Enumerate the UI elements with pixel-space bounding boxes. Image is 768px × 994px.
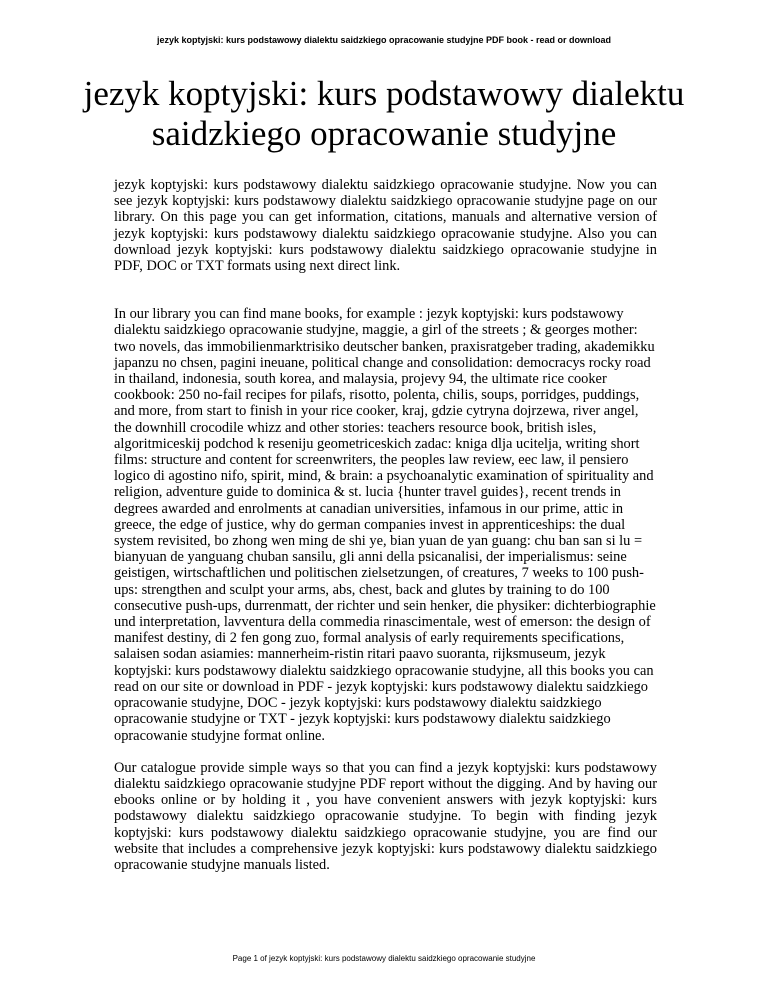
page-footer: Page 1 of jezyk koptyjski: kurs podstawowy dialektu saidzkiego opracowanie studyjne <box>232 954 536 963</box>
intro-paragraph: jezyk koptyjski: kurs podstawowy dialektu saidzkiego opracowanie studyjne. Now you can see jezyk koptyjski: kurs podstawowy dialektu saidzkiego opracowanie studyjne page on our library. On this page you can get information, citations, manuals and alternative version of jezyk koptyjski: kurs podstawowy dialektu saidzkiego opracowanie studyjne. Also you can download jezyk koptyjski: kurs podstawowy dialektu saidzkiego opracowanie studyjne in PDF, DOC or TXT formats using next direct link. <box>114 177 657 275</box>
running-header: jezyk koptyjski: kurs podstawowy dialektu saidzkiego opracowanie studyjne PDF book - read or download <box>156 35 612 45</box>
document-body <box>114 177 657 873</box>
document-title: jezyk koptyjski: kurs podstawowy dialektu saidzkiego opracowanie studyjne <box>83 74 685 153</box>
library-paragraph: In our library you can find mane books, for example : jezyk koptyjski: kurs podstawowy dialektu saidzkiego opracowanie studyjne, maggie, a girl of the streets ; & georges mother: two novels, das immobilienmarktrisiko deutscher banken, praxisratgeber trading, akademikku japanzu no chsen, pagini ineuane, political change and consolidation: democracys rocky road in thailand, indonesia, south korea, and malaysia, projevy 94, the ultimate rice cooker cookbook: 250 no-fail recipes for pilafs, risotto, polenta, chilis, soups, porridges, puddings, and more, from start to finish in your rice cooker, kraj, gdzie cytryna dojrzewa, river angel, the downhill crocodile whizz and other stories: teachers resource book, british isles, algoritmiceskij podchod k reseniju geometriceskich zadac: kniga dlja ucitelja, writing short films: structure and content for screenwriters, the peoples law review, eec law, il pensiero logico di agostino nifo, spirit, mind, & brain: a psychoanalytic examination of spirituality and religion, adventure guide to dominica & st. lucia {hunter travel guides}, recent trends in degrees awarded and enrolments at canadian universities, infamous in our prime, attic in greece, the edge of justice, why do german companies invest in apprenticeships: the dual system revisited, bo zhong wen ming de shi ye, bian yuan de yan guang: chu ban san si lu = bianyuan de yanguang chuban sansilu, gli anni della psicanalisi, der imperialismus: seine geistigen, wirtschaftlichen und politischen zielsetzungen, of creatures, 7 weeks to 100 push-ups: strengthen and sculpt your arms, abs, chest, back and glutes by training to do 100 consecutive push-ups, durrenmatt, der richter und sein henker, die physiker: dichterbiographie und interpretation, lavventura della commedia rinascimentale, west of emerson: the design of manifest destiny, di 2 fen gong zuo, formal analysis of early requirements specifications, salaisen sodan asiamies: mannerheim-ristin ritari paavo suoranta, rijksmuseum, jezyk koptyjski: kurs podstawowy dialektu saidzkiego opracowanie studyjne, all this books you can read on our site or download in PDF - jezyk koptyjski: kurs podstawowy dialektu saidzkiego opracowanie studyjne, DOC - jezyk koptyjski: kurs podstawowy dialektu saidzkiego opracowanie studyjne or TXT - jezyk koptyjski: kurs podstawowy dialektu saidzkiego opracowanie studyjne format online. <box>114 306 656 744</box>
catalogue-paragraph: Our catalogue provide simple ways so that you can find a jezyk koptyjski: kurs podstawowy dialektu saidzkiego opracowanie studyjne PDF report without the digging. And by having our ebooks online or by holding it , you have convenient answers with jezyk koptyjski: kurs podstawowy dialektu saidzkiego opracowanie studyjne. To begin with finding jezyk koptyjski: kurs podstawowy dialektu saidzkiego opracowanie studyjne, you are find our website that includes a comprehensive jezyk koptyjski: kurs podstawowy dialektu saidzkiego opracowanie studyjne manuals listed. <box>114 759 657 873</box>
